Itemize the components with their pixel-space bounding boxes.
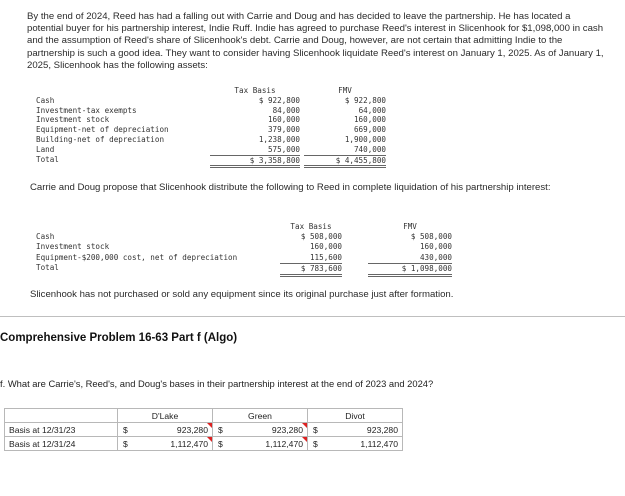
row-label: Investment-tax exempts (36, 105, 137, 115)
note-paragraph: Slicenhook has not purchased or sold any equipment since its original purchase just after formation. (30, 289, 454, 300)
column-header-dlake: D'Lake (118, 409, 213, 423)
incorrect-marker-icon (207, 437, 212, 442)
cell-value: 923,280 (176, 424, 208, 435)
row-label: Cash (36, 95, 55, 105)
corner-cell (5, 409, 118, 423)
answer-input-cell[interactable] (308, 423, 403, 437)
tax-basis-total: $ 783,600 (280, 263, 342, 277)
tax-basis-total: $ 3,358,800 (210, 155, 300, 169)
currency-symbol: $ (123, 438, 128, 449)
fmv-value: 430,000 (368, 253, 452, 264)
tax-basis-value: 160,000 (309, 242, 342, 252)
row-label: Equipment-$200,000 cost, net of depreciation (36, 252, 238, 262)
tax-basis-value: 115,600 (280, 253, 342, 264)
answer-input-cell[interactable] (118, 423, 213, 437)
cell-value: 923,280 (366, 424, 398, 435)
tax-basis-value: 1,238,000 (258, 134, 300, 144)
incorrect-marker-icon (302, 423, 307, 428)
total-label: Total (36, 154, 59, 164)
fmv-header: FMV (338, 86, 352, 95)
tax-basis-value: 160,000 (267, 115, 300, 125)
fmv-value: $ 922,800 (344, 95, 386, 105)
fmv-total: $ 1,098,000 (368, 263, 452, 277)
fmv-value: $ 508,000 (410, 232, 452, 242)
tax-basis-value: $ 922,800 (258, 95, 300, 105)
row-label: Equipment-net of depreciation (36, 125, 169, 135)
row-label: Building-net of depreciation (36, 134, 165, 144)
answer-input-cell[interactable] (308, 437, 403, 451)
fmv-total: $ 4,455,800 (304, 155, 386, 169)
currency-symbol: $ (218, 438, 223, 449)
section-divider (0, 316, 625, 317)
row-label: Basis at 12/31/24 (5, 437, 118, 451)
question-text: f. What are Carrie's, Reed's, and Doug's bases in their partnership interest at the end of 2023 and 2024? (0, 378, 434, 389)
fmv-value: 64,000 (358, 105, 386, 115)
answer-input-cell[interactable] (118, 437, 213, 451)
row-label: Land (36, 144, 55, 154)
intro-paragraph: By the end of 2024, Reed has had a falling out with Carrie and Doug and has decided to leave the partnership. He has located a potential buyer for his partnership interest, Indie Ruff. Indie has agreed to purchase Reed's interest in Slicenhook for $1,098,000 in cash and the assumption of Reed's share of Slicenhook's debt. Carrie and Doug, however, are not certain that admitting Indie to the partnership is such a good idea. They want to consider having Slicenhook liquidate Reed's interest on January 1, 2025. As of January 1, 2025, Slicenhook has the following assets: (27, 11, 604, 71)
fmv-header: FMV (403, 222, 417, 231)
tax-basis-header: Tax Basis (290, 222, 332, 231)
row-label: Investment stock (36, 115, 110, 125)
total-label: Total (36, 262, 59, 272)
table-row (5, 437, 403, 451)
answer-table (4, 408, 403, 451)
currency-symbol: $ (313, 438, 318, 449)
answer-input-cell[interactable] (213, 437, 308, 451)
tax-basis-value: 575,000 (210, 145, 300, 156)
cell-value: 1,112,470 (170, 438, 208, 449)
row-label: Basis at 12/31/23 (5, 423, 118, 437)
column-header-green: Green (213, 409, 308, 423)
table-row (5, 423, 403, 437)
column-header-divot: Divot (308, 409, 403, 423)
answer-header-row (5, 409, 403, 423)
tax-basis-value: 84,000 (272, 105, 300, 115)
incorrect-marker-icon (302, 437, 307, 442)
cell-value: 1,112,470 (360, 438, 398, 449)
incorrect-marker-icon (207, 423, 212, 428)
proposal-paragraph: Carrie and Doug propose that Slicenhook distribute the following to Reed in complete liquidation of his partnership interest: (30, 182, 551, 193)
currency-symbol: $ (218, 424, 223, 435)
tax-basis-header: Tax Basis (234, 86, 276, 95)
currency-symbol: $ (313, 424, 318, 435)
cell-value: 1,112,470 (265, 438, 303, 449)
fmv-value: 160,000 (353, 115, 386, 125)
tax-basis-value: $ 508,000 (300, 232, 342, 242)
currency-symbol: $ (123, 424, 128, 435)
answer-input-cell[interactable] (213, 423, 308, 437)
fmv-value: 1,900,000 (344, 134, 386, 144)
tax-basis-value: 379,000 (267, 125, 300, 135)
row-label: Investment stock (36, 242, 110, 252)
fmv-value: 740,000 (304, 145, 386, 156)
cell-value: 923,280 (271, 424, 303, 435)
fmv-value: 669,000 (353, 125, 386, 135)
row-label: Cash (36, 232, 55, 242)
problem-title: Comprehensive Problem 16-63 Part f (Algo) (0, 332, 238, 344)
fmv-value: 160,000 (419, 242, 452, 252)
